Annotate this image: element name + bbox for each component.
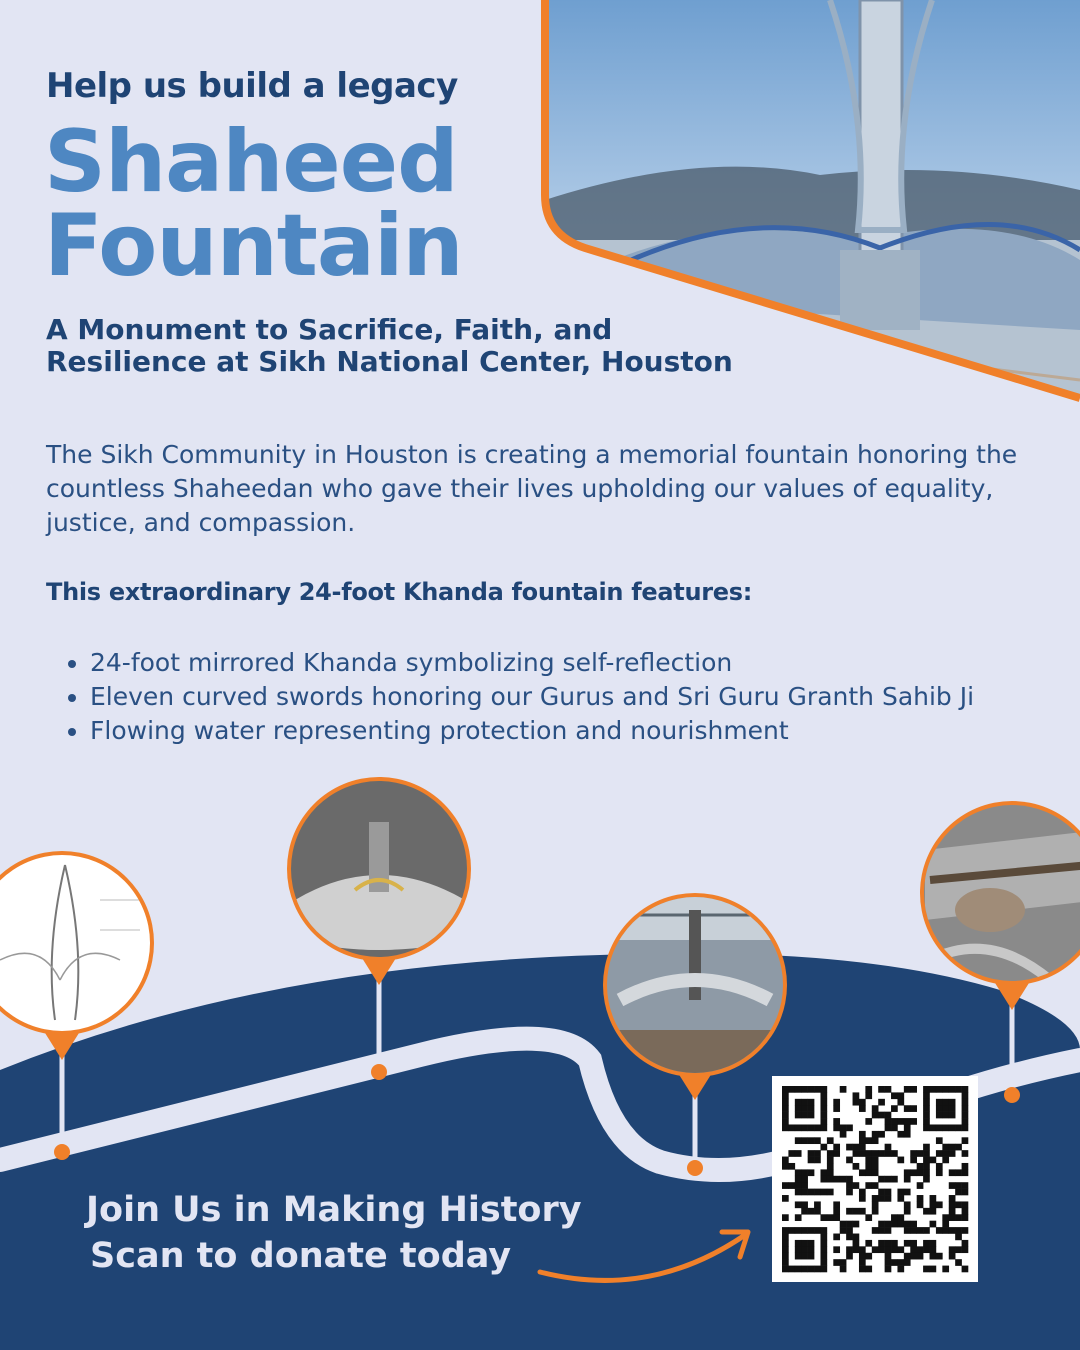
title-line-1: Shaheed (44, 112, 458, 212)
subtitle-line-1: A Monument to Sacrifice, Faith, and (46, 313, 613, 346)
features-heading: This extraordinary 24-foot Khanda fountain features: (46, 578, 753, 606)
subtitle (46, 314, 746, 378)
title-line-2: Fountain (44, 196, 463, 296)
intro-paragraph: The Sikh Community in Houston is creating a memorial fountain honoring the countless Shaheedan who gave their lives upholding our values of equality, justice, and compassion. (46, 440, 1018, 537)
subtitle-line-2: Resilience at Sikh National Center, Houston (46, 345, 733, 378)
tagline: Help us build a legacy (46, 66, 458, 106)
cta-scan-text: Scan to donate today (90, 1236, 512, 1276)
page-title (44, 112, 463, 296)
donation-qr-code[interactable] (772, 1076, 978, 1282)
feature-item: • 24-foot mirrored Khanda symbolizing self-reflection (90, 646, 1080, 680)
feature-item: • Eleven curved swords honoring our Gurus and Sri Guru Granth Sahib Ji (90, 680, 1080, 714)
cta-join-text: Join Us in Making History (86, 1190, 582, 1230)
feature-item: • Flowing water representing protection and nourishment (90, 714, 1080, 748)
features-list (60, 646, 1080, 748)
